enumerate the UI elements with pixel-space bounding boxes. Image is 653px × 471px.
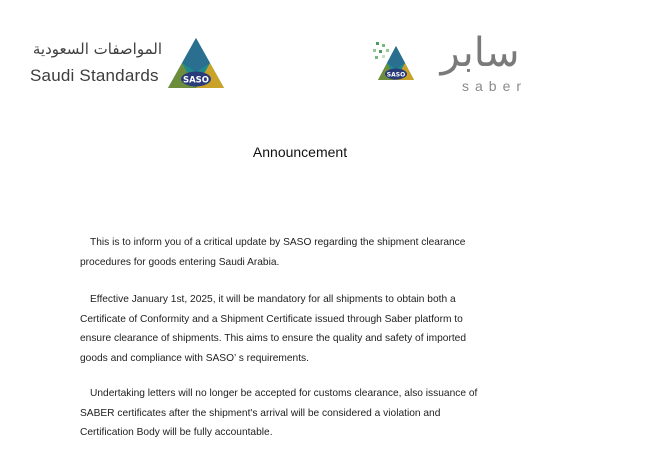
paragraph-intro [80, 233, 600, 272]
saber-arabic-text: سابر [440, 30, 520, 76]
paragraph-line: Certificate of Conformity and a Shipment Certificate issued through Saber platform to [80, 313, 463, 325]
saudi-standards-logo [30, 36, 230, 92]
saber-english-text: saber [462, 78, 528, 94]
logo-arabic-text: المواصفات السعودية [32, 40, 162, 58]
paragraph-effective-date [80, 290, 600, 368]
paragraph-line: procedures for goods entering Saudi Arabia. [80, 256, 280, 268]
announcement-title: Announcement [252, 144, 348, 160]
saber-emblem-text: SASO [386, 71, 406, 79]
paragraph-line: Effective January 1st, 2025, it will be mandatory for all shipments to obtain both a [90, 294, 456, 305]
paragraph-line: Undertaking letters will no longer be accepted for customs clearance, also issuance of [90, 388, 478, 399]
saso-emblem-icon [166, 36, 226, 92]
saber-logo [370, 30, 550, 100]
logo-english-text: Saudi Standards [30, 66, 159, 85]
paragraph-line: Certification Body will be fully accountable. [80, 427, 273, 438]
saso-emblem-text: SASO [182, 75, 210, 86]
paragraph-line: This is to inform you of a critical update by SASO regarding the shipment clearance [90, 237, 466, 248]
paragraph-line: goods and compliance with SASO’ s requirements. [80, 352, 309, 364]
saber-emblem-icon [370, 40, 416, 90]
paragraph-undertaking [80, 384, 600, 443]
paragraph-line: SABER certificates after the shipment's arrival will be considered a violation and [80, 407, 441, 419]
paragraph-line: ensure clearance of shipments. This aims to ensure the quality and safety of imported [80, 333, 467, 344]
